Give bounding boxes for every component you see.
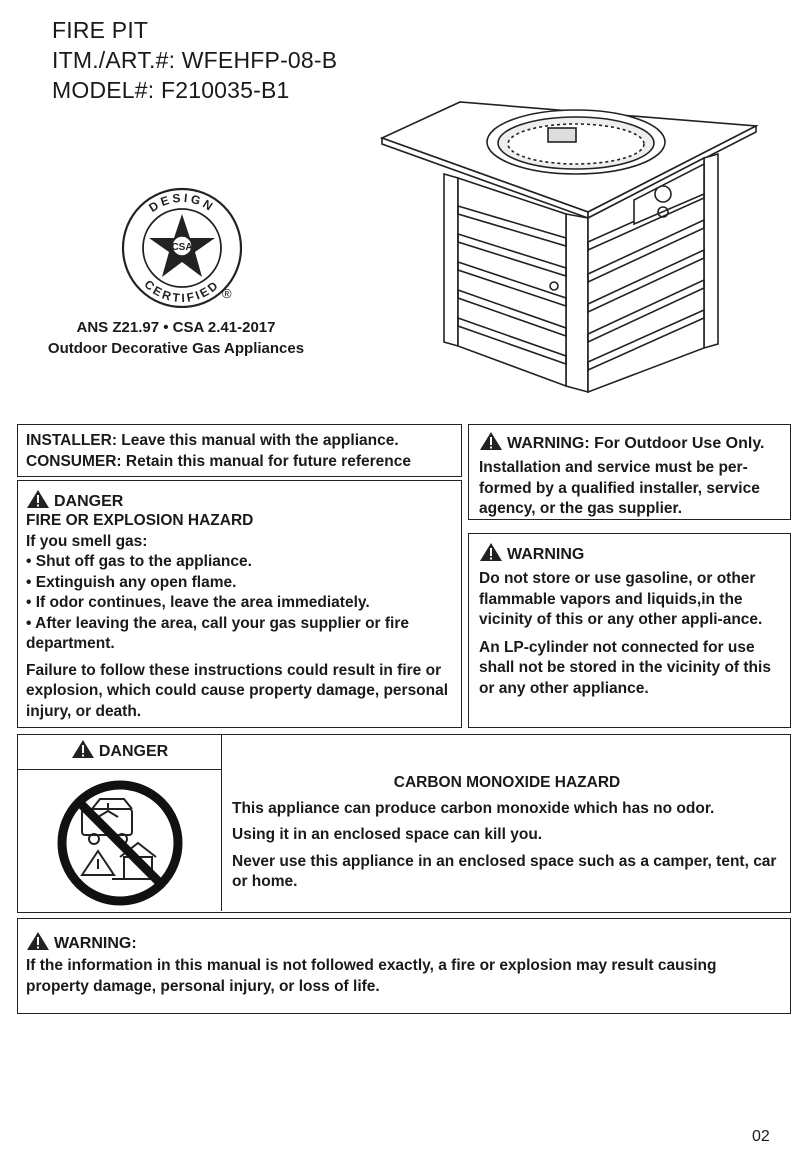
danger-fire-bullet: • If odor continues, leave the area immediately. <box>26 594 370 611</box>
svg-text:CERTIFIED: CERTIFIED <box>141 277 223 306</box>
danger-fire-bullet: • Shut off gas to the appliance. <box>26 553 252 570</box>
danger-co-heading: DANGER <box>98 743 169 760</box>
danger-fire-subheading: FIRE OR EXPLOSION HAZARD <box>26 512 254 529</box>
warning-vapors-heading: WARNING <box>507 546 585 563</box>
warning-triangle-icon <box>26 489 50 509</box>
consumer-line: CONSUMER: Retain this manual for future reference <box>26 452 411 470</box>
page-number: 02 <box>752 1128 770 1145</box>
svg-text:CSA: CSA <box>171 242 193 253</box>
danger-co-line2: Using it in an enclosed space can kill you. <box>232 826 543 843</box>
standards-text: ANS Z21.97 • CSA 2.41-2017 <box>76 319 276 336</box>
fire-pit-illustration <box>368 98 760 400</box>
installer-line: INSTALLER: Leave this manual with the appliance. <box>26 432 399 449</box>
warning-vapors-para1: Do not store or use gasoline, or other flammable vapors and liquids,in the vicinity of this or any other appli-ance. <box>479 570 763 628</box>
danger-co-line1: This appliance can produce carbon monoxide which has no odor. <box>232 799 715 817</box>
danger-fire-heading: DANGER <box>54 493 124 510</box>
danger-fire-bullet: • Extinguish any open flame. <box>26 573 237 591</box>
warning-triangle-icon <box>479 431 503 451</box>
danger-fire-box <box>17 480 462 728</box>
installer-notice-box <box>17 424 462 477</box>
danger-co-line3: Never use this appliance in an enclosed space such as a camper, tent, car or home. <box>232 852 777 890</box>
warning-manual-heading: WARNING: <box>54 935 137 952</box>
danger-co-icon-panel <box>18 735 222 911</box>
danger-fire-bullet: • After leaving the area, call your gas supplier or fire department. <box>26 614 410 652</box>
danger-fire-intro: If you smell gas: <box>26 532 148 550</box>
danger-fire-footer: Failure to follow these instructions could result in fire or explosion, which could cause property damage, personal injury, or death. <box>26 661 449 720</box>
warning-manual-box <box>17 918 791 1014</box>
item-number: ITM./ART.#: WFEHFP-08-B <box>52 47 338 73</box>
warning-vapors-para2: An LP-cylinder not connected for use shall not be stored in the vicinity of this or any other appliance. <box>479 638 771 697</box>
outdoor-warning-heading: WARNING: For Outdoor Use Only. <box>507 435 765 452</box>
warning-triangle-icon <box>479 542 503 562</box>
model-number: MODEL#: F210035-B1 <box>52 77 290 103</box>
warning-vapors-box <box>468 533 791 728</box>
svg-text:DESIGN: DESIGN <box>146 190 218 215</box>
danger-co-box <box>17 734 791 913</box>
appliance-category: Outdoor Decorative Gas Appliances <box>47 340 305 357</box>
outdoor-warning-box <box>468 424 791 520</box>
danger-co-title: CARBON MONOXIDE HAZARD <box>393 774 621 791</box>
product-title: FIRE PIT <box>52 17 149 43</box>
warning-manual-body: If the information in this manual is not followed exactly, a fire or explosion may result causing property damage, personal injury, or loss of life. <box>26 957 717 995</box>
danger-co-text <box>232 773 782 893</box>
no-enclosed-space-icon <box>54 779 186 907</box>
warning-triangle-icon <box>26 931 50 951</box>
registered-mark: ® <box>222 286 232 301</box>
outdoor-warning-body: Installation and service must be per-formed by a qualified installer, service agency, or the gas supplier. <box>479 459 760 517</box>
warning-triangle-icon <box>71 739 95 759</box>
